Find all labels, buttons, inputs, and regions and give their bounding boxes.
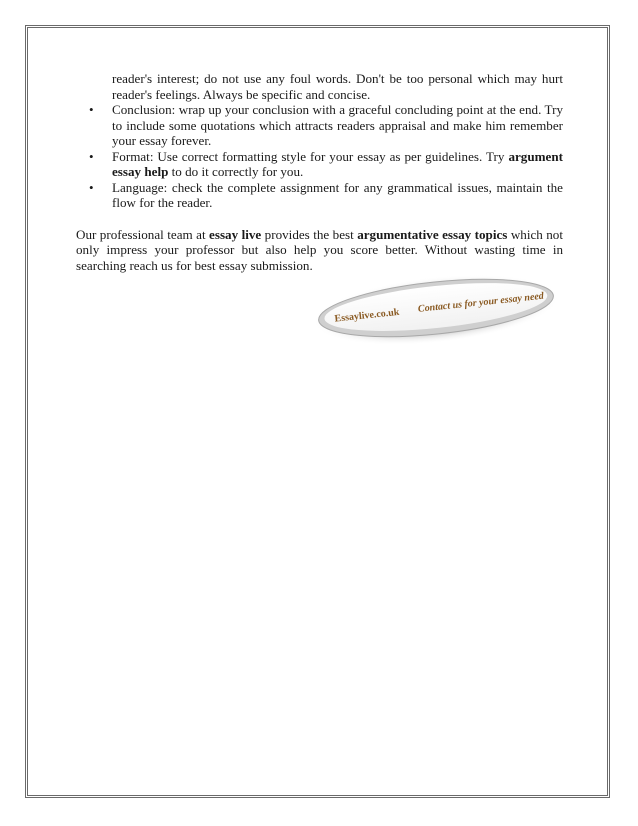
paragraph-text: Our professional team at [76, 226, 210, 242]
list-item-conclusion [76, 102, 563, 149]
list-item-text-suffix: to do it correctly for you. [168, 164, 304, 179]
paragraph-text: which not only impress your professor but also help you score better. Without wasting time in searching reach us for best essay submission. [76, 226, 563, 273]
bullet-icon: • [89, 148, 94, 164]
essay-live-link[interactable]: essay live [209, 226, 262, 242]
banner-cta-text: Contact us for your essay need [417, 290, 545, 315]
list-item-text: Language: check the complete assignment for any grammatical issues, maintain the flow for the reader. [112, 179, 563, 210]
list-item-format [76, 149, 563, 180]
bullet-icon: • [89, 179, 94, 195]
paragraph-text: provides the best [261, 226, 358, 242]
argument-essay-help-link[interactable]: argument essay help [112, 148, 563, 179]
banner-site-text: Essaylive.co.uk [334, 306, 400, 325]
contact-banner[interactable] [310, 266, 562, 350]
list-item-text: Conclusion: wrap up your conclusion with a graceful concluding point at the end. Try to include some quotations which attracts readers appraisal and make him remember your essay forever. [112, 102, 563, 148]
list-item-text: Format: Use correct formatting style for your essay as per guidelines. Try [112, 148, 509, 164]
list-continuation: reader's interest; do not use any foul words. Don't be too personal which may hurt reader's feelings. Always be specific and concise. [112, 71, 563, 102]
list-item-language [76, 180, 563, 211]
bullet-icon: • [89, 102, 94, 117]
bullet-list [76, 102, 563, 211]
document-body [76, 71, 563, 273]
argumentative-essay-topics-link[interactable]: argumentative essay topics [357, 226, 508, 242]
